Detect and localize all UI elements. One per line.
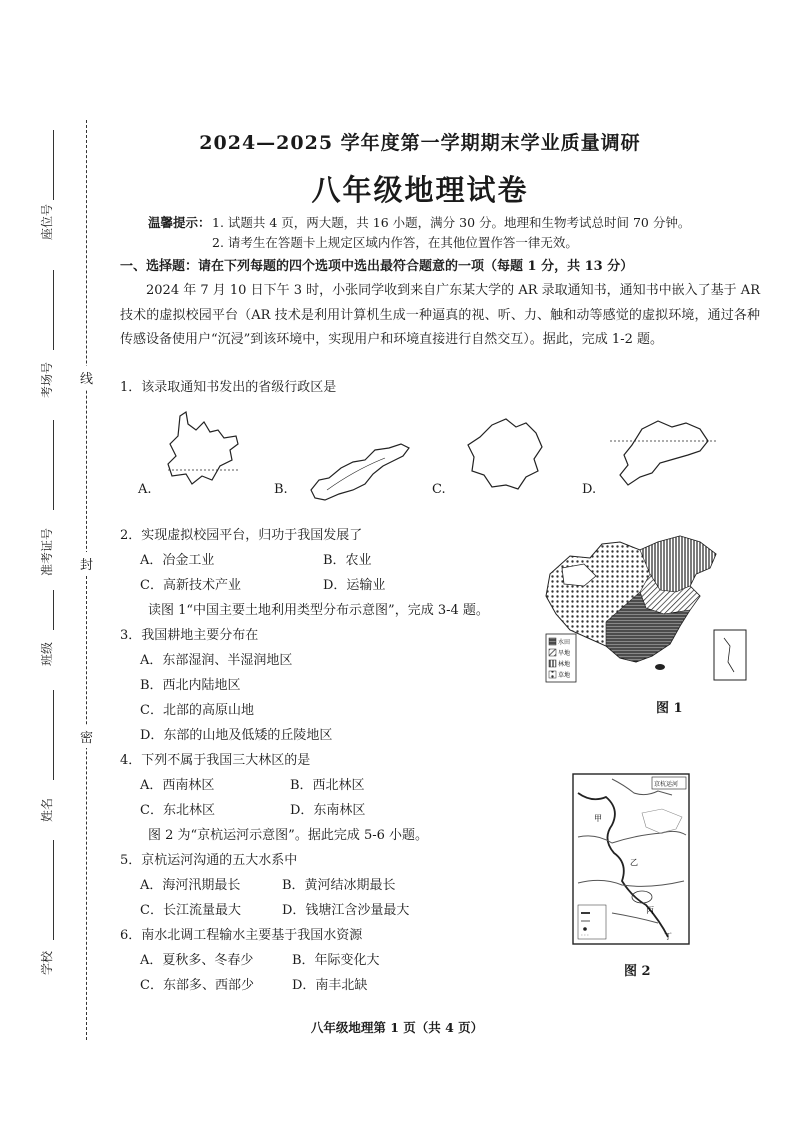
figure2-grand-canal-map: [572, 773, 690, 945]
q1-option-d[interactable]: D.: [582, 482, 597, 497]
tips-line2: 2. 请考生在答题卡上规定区域内作答，在其他位置作答一律无效。: [212, 235, 578, 250]
q6-option-b[interactable]: B．年际变化大: [292, 953, 380, 968]
passage1: 2024 年 7 月 10 日下午 3 时，小张同学收到来自广东某大学的 AR 录取通知书，通知书中嵌入了基于 AR 技术的虚拟校园平台（AR 技术是利用计算机生成一种逼真的视、听、力、触和动等感觉的虚拟环境，通过各种传感设备使用户“沉浸”到该环境中，实现用户和环境直接进行自然交互）。据此，完成 1-2 题。: [120, 283, 760, 347]
intro-q3-q4: 读图 1“中国主要土地利用类型分布示意图”，完成 3-4 题。: [148, 603, 489, 618]
intro-q5-q6: 图 2 为“京杭运河示意图”。据此完成 5-6 小题。: [148, 828, 429, 843]
q5-stem: 5．京杭运河沟通的五大水系中: [120, 853, 298, 868]
exam-room-label: 考场号: [40, 361, 54, 398]
q5-option-b[interactable]: B．黄河结冰期最长: [282, 878, 396, 893]
binding-mark-mi: 密: [80, 725, 93, 748]
q1-stem: 1．该录取通知书发出的省级行政区是: [120, 380, 337, 395]
q5-option-d[interactable]: D．钱塘江含沙量最大: [282, 903, 410, 918]
q2-stem: 2．实现虚拟校园平台，归功于我国发展了: [120, 528, 363, 543]
q1-option-b[interactable]: B.: [274, 482, 288, 497]
q6-option-a[interactable]: A．夏秋多、冬春少: [140, 953, 254, 968]
q5-option-a[interactable]: A．海河汛期最长: [140, 878, 241, 893]
fig2-char-jia: 甲: [594, 814, 602, 823]
q4-stem: 4．下列不属于我国三大林区的是: [120, 753, 311, 768]
seat-number-label: 座位号: [40, 203, 54, 240]
q1-map-b: [305, 440, 415, 510]
section1-heading: 一、选择题：请在下列每题的四个选项中选出最符合题意的一项（每题 1 分，共 13 分）: [120, 259, 634, 274]
figure2-label: 图 2: [624, 964, 651, 979]
seat-number-line[interactable]: [53, 130, 54, 200]
q3-option-b[interactable]: B．西北内陆地区: [140, 678, 241, 693]
q2-option-a[interactable]: A．冶金工业: [140, 553, 215, 568]
exam-room-line[interactable]: [53, 270, 54, 350]
q4-option-a[interactable]: A．西南林区: [140, 778, 215, 793]
ticket-number-label: 准考证号: [40, 527, 54, 576]
fig2-char-bing: 丙: [646, 906, 654, 915]
q3-stem: 3．我国耕地主要分布在: [120, 628, 259, 643]
q3-option-c[interactable]: C．北部的高原山地: [140, 703, 254, 718]
ticket-number-line[interactable]: [53, 420, 54, 510]
tips-line1: 1. 试题共 4 页，两大题，共 16 小题，满分 30 分。地理和生物考试总时间 70 分钟。: [212, 215, 691, 230]
fig1-legend-dryland: 旱地: [558, 650, 571, 657]
fig2-inset-title: 京杭运河: [654, 781, 679, 788]
fig2-char-yi: 乙: [630, 858, 638, 867]
school-line[interactable]: [53, 840, 54, 940]
page-footer: 八年级地理第 1 页（共 4 页）: [310, 1020, 484, 1035]
class-label: 班级: [40, 641, 54, 666]
class-line[interactable]: [53, 590, 54, 630]
figure1-china-land-use-map: [540, 534, 760, 694]
q2-option-b[interactable]: B．农业: [323, 553, 372, 568]
q6-stem: 6．南水北调工程输水主要基于我国水资源: [120, 928, 363, 943]
fig1-legend-forest: 林地: [558, 661, 571, 668]
name-line[interactable]: [53, 690, 54, 780]
q1-option-a[interactable]: A.: [138, 482, 152, 497]
school-label: 学校: [40, 950, 54, 975]
q1-map-a: [158, 410, 258, 490]
q6-option-d[interactable]: D．南丰北缺: [292, 978, 368, 993]
q3-option-d[interactable]: D．东部的山地及低矮的丘陵地区: [140, 728, 333, 743]
q2-option-c[interactable]: C．高新技术产业: [140, 578, 241, 593]
q6-option-c[interactable]: C．东部多、西部少: [140, 978, 254, 993]
figure1-label: 图 1: [656, 701, 683, 716]
q1-map-c: [462, 415, 552, 495]
binding-dashed-line: [86, 120, 87, 1040]
q2-option-d[interactable]: D．运输业: [323, 578, 386, 593]
fig1-legend-grassland: 草地: [558, 672, 571, 679]
q1-map-d: [610, 415, 720, 490]
exam-title-line1: 2024—2025 学年度第一学期期末学业质量调研: [199, 132, 641, 154]
q5-option-c[interactable]: C．长江流量最大: [140, 903, 241, 918]
exam-title-line2: 八年级地理试卷: [311, 173, 529, 207]
name-label: 姓名: [40, 797, 54, 822]
binding-mark-xian: 线: [80, 366, 93, 389]
tips-prefix: 温馨提示：: [148, 215, 211, 230]
fig1-legend-paddy: 水田: [558, 639, 571, 646]
q4-option-c[interactable]: C．东北林区: [140, 803, 215, 818]
q4-option-b[interactable]: B．西北林区: [290, 778, 365, 793]
binding-mark-feng: 封: [80, 552, 93, 575]
q1-option-c[interactable]: C.: [432, 482, 446, 497]
q4-option-d[interactable]: D．东南林区: [290, 803, 366, 818]
fig2-char-ding: 丁: [664, 932, 672, 941]
q3-option-a[interactable]: A．东部湿润、半湿润地区: [140, 653, 293, 668]
